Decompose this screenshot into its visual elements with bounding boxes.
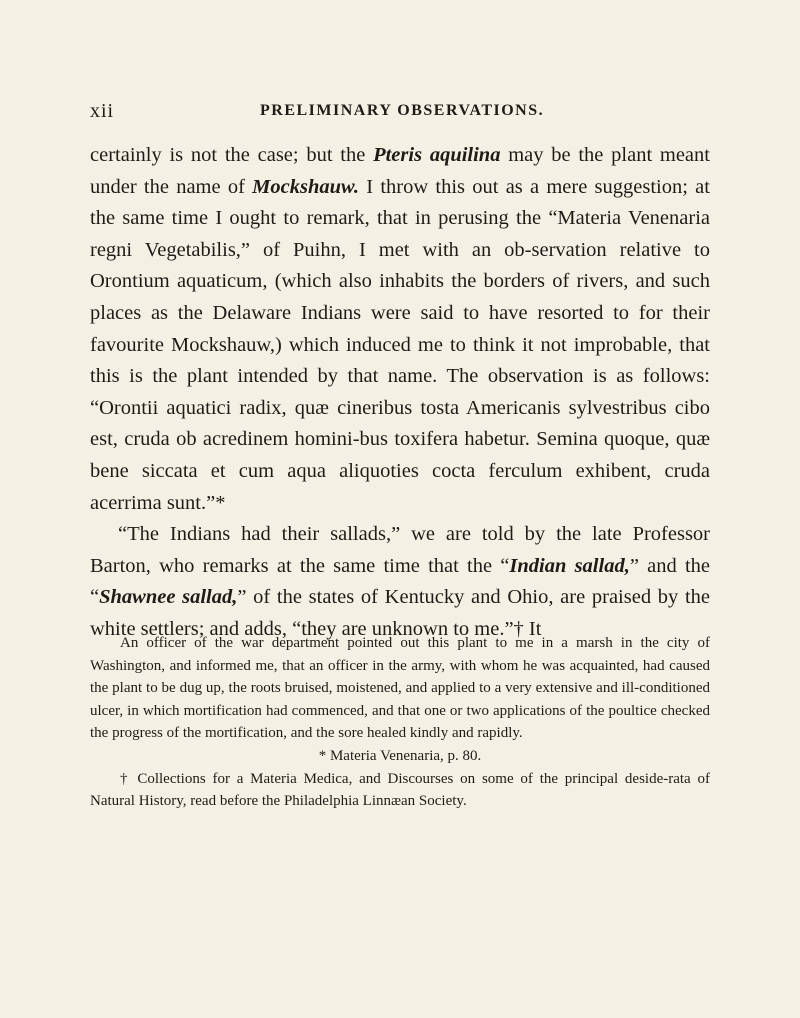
page-header <box>90 100 690 124</box>
running-head: PRELIMINARY OBSERVATIONS. <box>260 102 545 119</box>
page-number: xii <box>90 100 115 122</box>
footnotes <box>90 632 710 813</box>
footnote-dagger: † Collections for a Materia Medica, and Discourses on some of the principal deside-rata of Natural History, read before the Philadelphia Linnæan Society. <box>90 770 710 810</box>
paragraph-2: “The Indians had their sallads,” we are told by the late Professor Barton, who remarks at the same time that the “Indian sallad,” and the “Shawnee sallad,” of the states of Kentucky and Ohio, are praised by the white settlers; and adds, “they are unknown to me.”† It <box>90 523 710 640</box>
italic-term-mockshauw: Mockshauw. <box>252 175 360 198</box>
paragraph-1: certainly is not the case; but the Pteris aquilina may be the plant meant under the name of Mockshauw. I throw this out as a mere suggestion; at the same time I ought to remark, that in perusing the “Materia Venenaria regni Vegetabilis,” of Puihn, I met with an ob-servation relative to Orontium aquaticum, (which also inhabits the borders of rivers, and such places as the Delaware Indians were said to have resorted to for their favourite Mockshauw,) which induced me to think it not improbable, that this is the plant intended by that name. The observation is as follows: “Orontii aquatici radix, quæ cineribus tosta Americanis sylvestribus cibo est, cruda ob acredinem homini-bus toxifera habetur. Semina quoque, quæ bene siccata et cum aqua aliquoties cocta ferculum exhibent, cruda acerrima sunt.”* <box>90 144 710 514</box>
footnote-star: * Materia Venenaria, p. 80. <box>318 747 482 764</box>
italic-term-pteris: Pteris aquilina <box>373 144 501 166</box>
footnote-officer: An officer of the war department pointed out this plant to me in a marsh in the city of Washington, and informed me, that an officer in the army, with whom he was acquainted, had caused the plant to be dug up, the roots bruised, moistened, and applied to a very extensive and ill-conditioned ulcer, in which mortification had commenced, and that one or two applications of the poultice checked the progress of the mortification, and the sore healed kindly and rapidly. <box>90 635 710 742</box>
main-text <box>90 140 710 646</box>
italic-term-indian-sallad: Indian sallad, <box>509 554 630 577</box>
italic-term-shawnee-sallad: Shawnee sallad, <box>99 586 238 609</box>
